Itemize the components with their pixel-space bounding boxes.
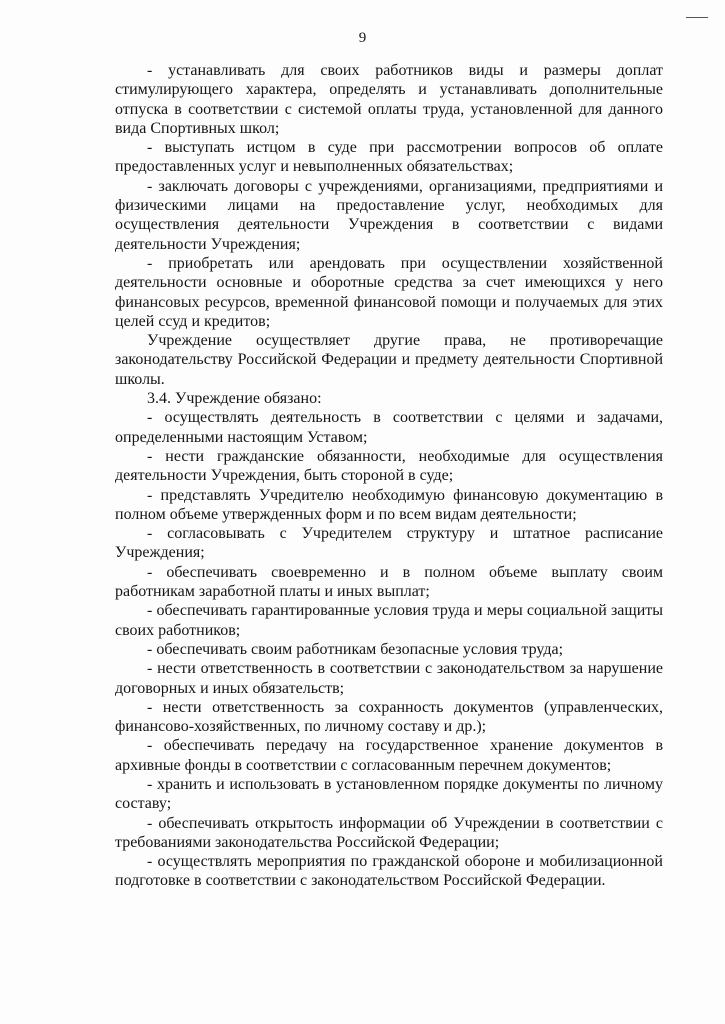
page-number: 9 — [358, 30, 367, 46]
paragraph-rights-other: Учреждение осуществляет другие права, не противоречащие законодательству Российской Федерации и предмету деятельности Спортивной школы. — [115, 332, 663, 388]
paragraph-rights-payments: - устанавливать для своих работников виды и размеры доплат стимулирующего характера, определять и устанавливать дополнительные отпуска в соответствии с системой оплаты труда, установленной для данного вида Спортивных школ; — [115, 62, 663, 137]
paragraph-obligation-safety: - обеспечивать своим работникам безопасные условия труда; — [147, 640, 564, 658]
paragraph-rights-plaintiff: - выступать истцом в суде при рассмотрении вопросов об оплате предоставленных услуг и невыполненных обязательствах; — [115, 139, 663, 176]
paragraph-obligation-liability: - нести ответственность в соответствии с законодательством за нарушение договорных и иных обязательств; — [115, 660, 663, 697]
paragraph-obligation-activity: - осуществлять деятельность в соответствии с целями и задачами, определенными настоящим Уставом; — [115, 409, 663, 446]
paragraph-rights-acquire: - приобретать или арендовать при осуществлении хозяйственной деятельности основные и оборотные средства за счет имеющихся у него финансовых ресурсов, временной финансовой помощи и получаемых для этих целей ссуд и кредитов; — [115, 254, 663, 330]
paragraph-obligation-documents: - нести ответственность за сохранность документов (управленческих, финансово-хозяйственных, по личному составу и др.); — [115, 698, 663, 736]
paragraph-obligation-archive: - обеспечивать передачу на государственное хранение документов в архивные фонды в соответствии с согласованным перечнем документов; — [115, 737, 663, 774]
paragraph-obligation-defense: - осуществлять мероприятия по гражданской обороне и мобилизационной подготовке в соответствии с законодательством Российской Федерации. — [115, 853, 663, 890]
corner-mark — [686, 17, 708, 18]
paragraph-obligation-civil: - нести гражданские обязанности, необходимые для осуществления деятельности Учреждения, быть стороной в суде; — [115, 447, 663, 485]
section-heading-obligations: 3.4. Учреждение обязано: — [147, 390, 322, 408]
paragraph-obligation-salary: - обеспечивать своевременно и в полном объеме выплату своим работникам заработной платы и иных выплат; — [115, 563, 663, 601]
paragraph-obligation-reporting: - представлять Учредителю необходимую финансовую документацию в полном объеме утвержденных форм и по всем видам деятельности; — [115, 486, 663, 523]
paragraph-rights-contracts: - заключать договоры с учреждениями, организациями, предприятиями и физическими лицами на предоставление услуг, необходимых для осуществления деятельности Учреждения в соответствии с видами деятельности Учреждения; — [115, 177, 663, 253]
document-body — [115, 61, 663, 891]
paragraph-obligation-structure: - согласовывать с Учредителем структуру и штатное расписание Учреждения; — [115, 525, 663, 562]
paragraph-obligation-openness: - обеспечивать открытость информации об Учреждении в соответствии с требованиями законодательства Российской Федерации; — [115, 814, 663, 851]
paragraph-obligation-personnel-docs: - хранить и использовать в установленном порядке документы по личному составу; — [115, 775, 663, 813]
paragraph-obligation-guarantees: - обеспечивать гарантированные условия труда и меры социальной защиты своих работников; — [115, 602, 663, 639]
